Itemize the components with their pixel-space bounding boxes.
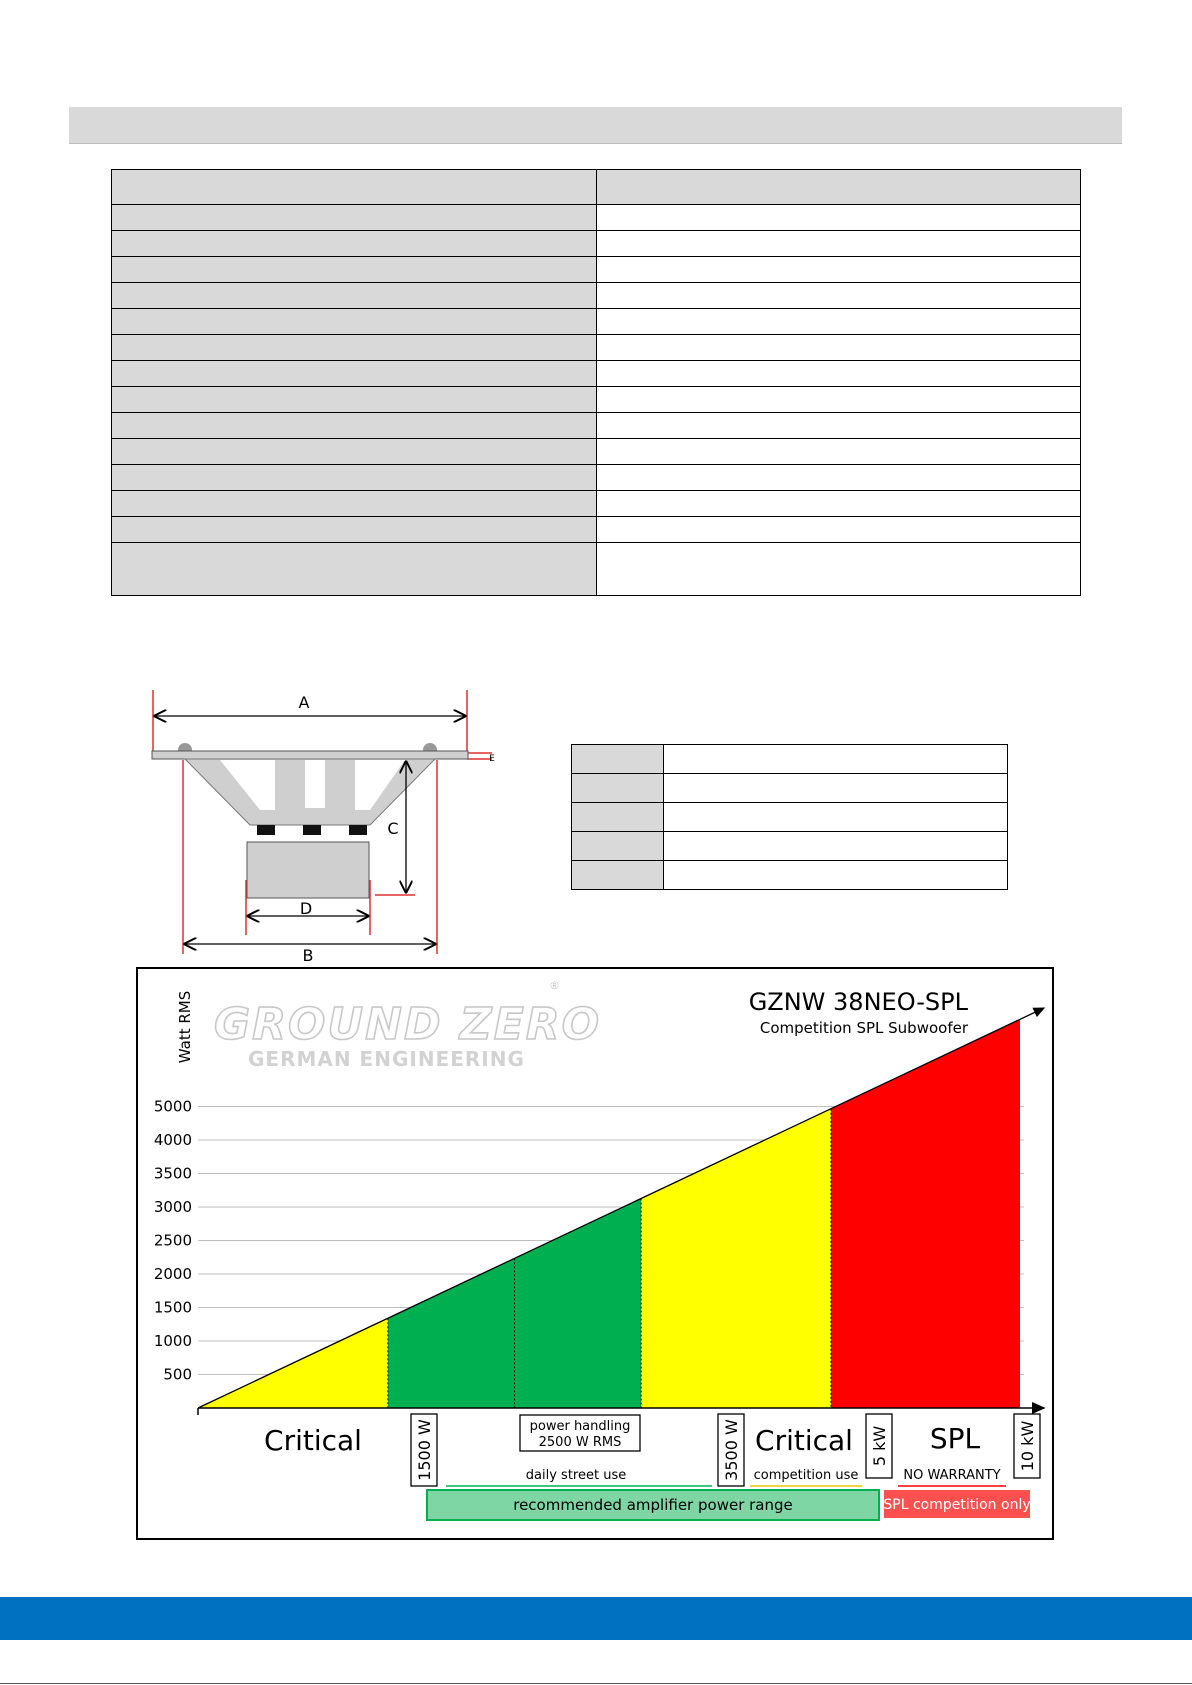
spec-row (112, 465, 1081, 491)
spec-label-cell (112, 413, 597, 439)
spec-header-cell (112, 170, 597, 205)
spec-label-cell (112, 491, 597, 517)
y-tick-label: 3500 (153, 1164, 192, 1183)
spec-label-cell (112, 335, 597, 361)
daily-street-use-label: daily street use (525, 1468, 627, 1483)
spec-value-cell (596, 361, 1081, 387)
dim-row (572, 745, 1008, 774)
spec-row (112, 205, 1081, 231)
spec-value-cell (596, 335, 1081, 361)
spec-label-cell (112, 387, 597, 413)
power-handling-label: power handling (529, 1419, 631, 1434)
dim-label-a: A (298, 693, 310, 712)
watermark-registered-mark: ® (549, 979, 560, 992)
dim-value-cell (664, 861, 1008, 890)
zone-label-critical-high: Critical (755, 1424, 853, 1457)
marker-5kw (866, 1414, 892, 1478)
speaker-terminal (349, 825, 367, 835)
dim-label-cell (572, 832, 664, 861)
spec-label-cell (112, 309, 597, 335)
spec-value-cell (596, 257, 1081, 283)
y-tick-label: 1500 (153, 1298, 192, 1317)
spec-value-cell (596, 309, 1081, 335)
marker-1500w-label: 1500 W (415, 1419, 434, 1481)
spl-only-label: SPL competition only (883, 1497, 1031, 1513)
spec-value-cell (596, 465, 1081, 491)
y-tick-label: 3000 (153, 1198, 192, 1216)
spec-label-cell (112, 205, 597, 231)
spec-value-cell (596, 543, 1081, 596)
spec-row (112, 283, 1081, 309)
dimension-table (571, 744, 1008, 890)
footer-rule (0, 1683, 1192, 1684)
spec-value-cell (596, 439, 1081, 465)
recommended-range-label: recommended amplifier power range (513, 1496, 793, 1514)
watermark-logo: GROUND ZERO (214, 999, 602, 1050)
spec-table-header-row (112, 170, 1081, 205)
dim-row (572, 832, 1008, 861)
dim-value-cell (664, 745, 1008, 774)
y-tick-label: 2500 (153, 1231, 192, 1250)
spec-row (112, 335, 1081, 361)
marker-1500w (411, 1414, 437, 1486)
speaker-terminal (257, 825, 275, 835)
y-tick-label: 2000 (153, 1265, 192, 1283)
spec-row (112, 361, 1081, 387)
power-handling-chart (136, 967, 1054, 1540)
spec-label-cell (112, 361, 597, 387)
spec-label-cell (112, 439, 597, 465)
dim-label-d: D (299, 899, 313, 918)
dim-value-cell (664, 774, 1008, 803)
section-header-bar (69, 107, 1122, 144)
spec-table (111, 169, 1081, 596)
spec-row (112, 257, 1081, 283)
dim-row (572, 803, 1008, 832)
marker-3500w (718, 1414, 744, 1486)
marker-5kw-label: 5 kW (870, 1425, 889, 1467)
footer-bar (0, 1597, 1192, 1640)
spec-label-cell (112, 231, 597, 257)
spec-value-cell (596, 517, 1081, 543)
y-tick-label: 500 (163, 1365, 192, 1384)
no-warranty-label: NO WARRANTY (903, 1468, 1001, 1483)
zone-label-spl: SPL (929, 1422, 981, 1455)
y-tick-label: 1000 (153, 1332, 192, 1350)
dim-label-cell (572, 861, 664, 890)
speaker-magnet (247, 842, 369, 898)
spec-label-cell (112, 257, 597, 283)
spec-row (112, 413, 1081, 439)
speaker-dimension-diagram (140, 680, 520, 965)
y-tick-label: 4000 (153, 1131, 192, 1149)
power-handling-value: 2500 W RMS (538, 1435, 622, 1450)
spec-value-cell (596, 387, 1081, 413)
watermark-tagline: GERMAN ENGINEERING (248, 1047, 525, 1071)
chart-subtitle: Competition SPL Subwoofer (759, 1019, 968, 1037)
spec-row (112, 439, 1081, 465)
spec-row (112, 543, 1081, 596)
spec-value-cell (596, 283, 1081, 309)
dim-value-cell (664, 832, 1008, 861)
marker-10kw (1014, 1414, 1040, 1478)
spec-row (112, 231, 1081, 257)
spec-label-cell (112, 283, 597, 309)
spec-header-cell (596, 170, 1081, 205)
y-tick-label: 5000 (153, 1097, 192, 1116)
spec-value-cell (596, 413, 1081, 439)
spec-row (112, 517, 1081, 543)
spec-label-cell (112, 465, 597, 491)
spec-row (112, 387, 1081, 413)
chart-title: GZNW 38NEO-SPL (748, 988, 968, 1016)
competition-use-label: competition use (753, 1468, 859, 1483)
marker-3500w-label: 3500 W (722, 1419, 741, 1481)
speaker-frame (152, 751, 468, 759)
zone-label-critical-low: Critical (264, 1424, 362, 1457)
dim-row (572, 861, 1008, 890)
spec-row (112, 309, 1081, 335)
spec-label-cell (112, 517, 597, 543)
dim-label-b: B (302, 946, 314, 965)
spec-value-cell (596, 231, 1081, 257)
dim-label-cell (572, 774, 664, 803)
y-axis-ticks (154, 1098, 192, 1384)
dim-value-cell (664, 803, 1008, 832)
dim-label-e: E (489, 754, 495, 764)
spec-row (112, 491, 1081, 517)
speaker-terminal (303, 825, 321, 835)
marker-10kw-label: 10 kW (1018, 1420, 1037, 1472)
dim-label-cell (572, 745, 664, 774)
y-axis-label: Watt RMS (176, 990, 194, 1064)
dim-row (572, 774, 1008, 803)
spec-value-cell (596, 205, 1081, 231)
dim-label-c: C (387, 819, 399, 838)
spec-value-cell (596, 491, 1081, 517)
spec-label-cell (112, 543, 597, 596)
dim-label-cell (572, 803, 664, 832)
